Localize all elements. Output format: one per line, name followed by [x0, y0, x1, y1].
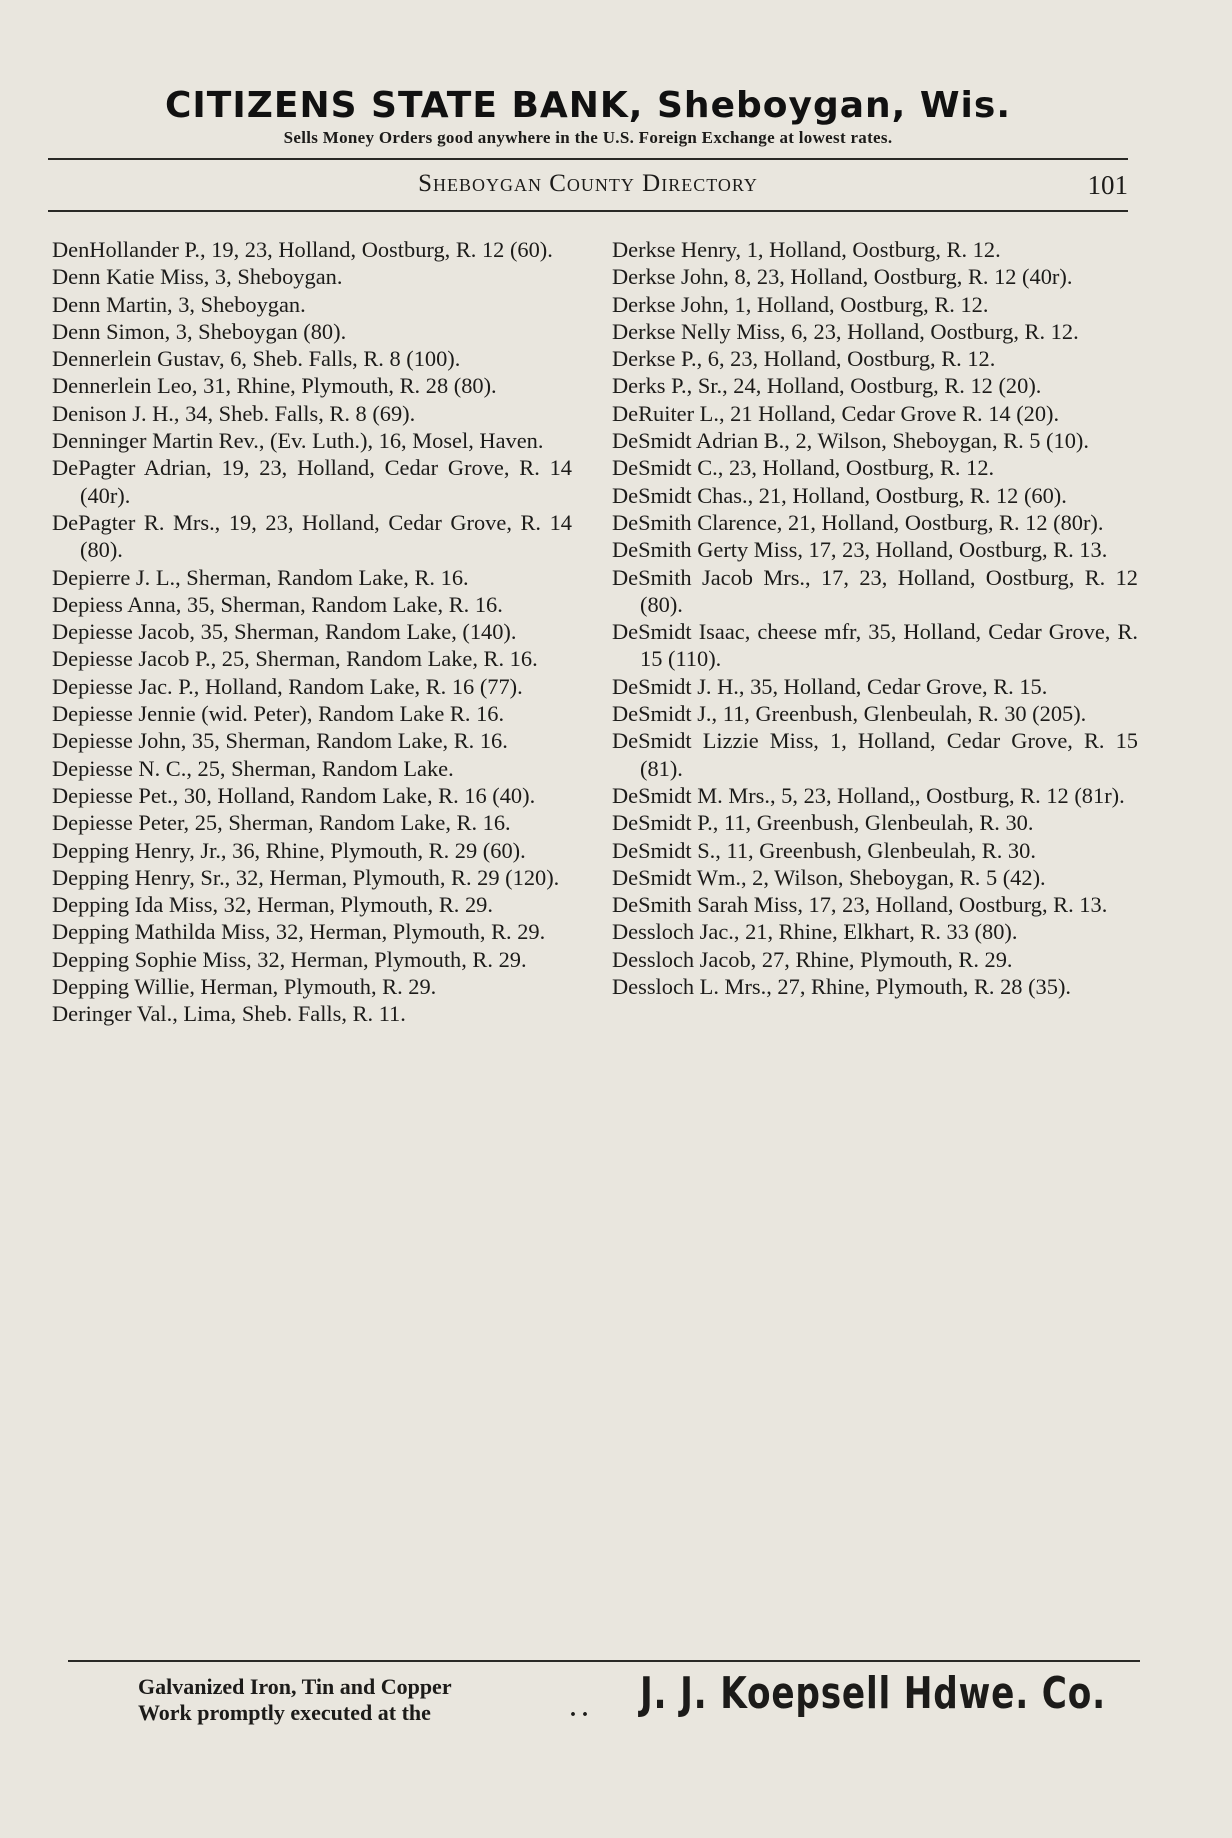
page-number: 101 [1087, 170, 1128, 200]
directory-entry: Depping Willie, Herman, Plymouth, R. 29. [52, 974, 437, 1000]
directory-entry: DeSmidt C., 23, Holland, Oostburg, R. 12. [612, 455, 995, 481]
directory-entry: DeSmidt S., 11, Greenbush, Glenbeulah, R. 30. [612, 837, 1036, 863]
footer-ad-line-2: Work promptly executed at the [138, 1700, 431, 1725]
directory-entry: DeSmidt M. Mrs., 5, 23, Holland,, Oostburg, R. 12 (81r). [612, 782, 1125, 808]
directory-entry: Derkse Nelly Miss, 6, 23, Holland, Oostburg, R. 12. [612, 318, 1079, 344]
directory-entry: Depping Ida Miss, 32, Herman, Plymouth, R. 29. [52, 892, 493, 918]
directory-entry: DeSmidt P., 11, Greenbush, Glenbeulah, R. 30. [612, 810, 1034, 836]
footer-ad-dots: . . [570, 1696, 588, 1722]
directory-entry: Depiesse Jacob P., 25, Sherman, Random Lake, R. 16. [52, 646, 538, 672]
directory-entry: Depiesse Jacob, 35, Sherman, Random Lake, (140). [52, 619, 517, 645]
directory-entry: Denn Katie Miss, 3, Sheboygan. [52, 264, 343, 290]
directory-entry: Dennerlein Gustav, 6, Sheb. Falls, R. 8 (100). [52, 346, 461, 372]
directory-entry: Derkse Henry, 1, Holland, Oostburg, R. 12. [612, 237, 1001, 262]
directory-entry: Denison J. H., 34, Sheb. Falls, R. 8 (69). [52, 400, 416, 426]
directory-entry: DeSmidt J. H., 35, Holland, Cedar Grove, R. 15. [612, 673, 1048, 699]
directory-entry: DeSmidt Lizzie Miss, 1, Holland, Cedar Grove, R. 15 (81). [612, 728, 1138, 781]
directory-entry: Derks P., Sr., 24, Holland, Oostburg, R. 12 (20). [612, 373, 1042, 399]
directory-entry: Dessloch Jacob, 27, Rhine, Plymouth, R. 29. [612, 946, 1013, 972]
directory-entry: Depiesse N. C., 25, Sherman, Random Lake. [52, 755, 454, 781]
footer-advertisement [138, 1668, 1138, 1732]
footer-rule [68, 1660, 1140, 1662]
directory-entry: Derkse John, 1, Holland, Oostburg, R. 12. [612, 291, 989, 317]
directory-entry: Depierre J. L., Sherman, Random Lake, R. 16. [52, 564, 469, 590]
directory-entry: Derkse John, 8, 23, Holland, Oostburg, R. 12 (40r). [612, 264, 1073, 290]
directory-entry: Depiesse Jennie (wid. Peter), Random Lake R. 16. [52, 701, 505, 727]
directory-entry: Depping Henry, Jr., 36, Rhine, Plymouth, R. 29 (60). [52, 837, 526, 863]
directory-entry: DeSmith Clarence, 21, Holland, Oostburg, R. 12 (80r). [612, 509, 1104, 535]
right-column [612, 236, 1138, 1000]
directory-entry: Depiesse Pet., 30, Holland, Random Lake, R. 16 (40). [52, 782, 536, 808]
header-rule [48, 158, 1128, 160]
directory-entry: Denn Martin, 3, Sheboygan. [52, 291, 306, 317]
directory-entry: DeSmith Sarah Miss, 17, 23, Holland, Oostburg, R. 13. [612, 892, 1108, 918]
running-head [48, 170, 1128, 206]
directory-entry: DeRuiter L., 21 Holland, Cedar Grove R. 14 (20). [612, 400, 1060, 426]
footer-ad-company: J. J. Koepsell Hdwe. Co. [640, 1668, 1106, 1719]
directory-entry: DeSmidt Adrian B., 2, Wilson, Sheboygan, R. 5 (10). [612, 428, 1089, 454]
directory-entry: Depiesse Jac. P., Holland, Random Lake, R. 16 (77). [52, 673, 523, 699]
bank-ad-subtitle: Sells Money Orders good anywhere in the U.S. Foreign Exchange at lowest rates. [283, 128, 893, 147]
directory-entry: Depping Sophie Miss, 32, Herman, Plymouth, R. 29. [52, 946, 527, 972]
directory-entry: DePagter R. Mrs., 19, 23, Holland, Cedar Grove, R. 14 (80). [52, 509, 572, 563]
directory-entry: DeSmidt Chas., 21, Holland, Oostburg, R. 12 (60). [612, 482, 1067, 508]
directory-entry: DePagter Adrian, 19, 23, Holland, Cedar Grove, R. 14 (40r). [52, 455, 572, 508]
directory-entry: Depiesse John, 35, Sherman, Random Lake, R. 16. [52, 728, 508, 754]
directory-title: Sheboygan County Directory [418, 170, 758, 197]
header-advertisement [48, 84, 1128, 148]
running-head-rule [48, 210, 1128, 212]
directory-entry: Deringer Val., Lima, Sheb. Falls, R. 11. [52, 1001, 406, 1027]
directory-entry: Depping Mathilda Miss, 32, Herman, Plymouth, R. 29. [52, 919, 546, 945]
directory-entry: DeSmidt Isaac, cheese mfr, 35, Holland, Cedar Grove, R. 15 (110). [612, 619, 1138, 672]
directory-entry: Derkse P., 6, 23, Holland, Oostburg, R. 12. [612, 346, 996, 372]
directory-entry: DeSmith Gerty Miss, 17, 23, Holland, Oostburg, R. 13. [612, 537, 1108, 563]
directory-entry: Dennerlein Leo, 31, Rhine, Plymouth, R. 28 (80). [52, 373, 497, 399]
left-column [52, 236, 572, 1028]
directory-entry: DeSmith Jacob Mrs., 17, 23, Holland, Oostburg, R. 12 (80). [612, 564, 1138, 617]
bank-ad-title: CITIZENS STATE BANK, Sheboygan, Wis. [164, 85, 1012, 126]
directory-entry: Depiess Anna, 35, Sherman, Random Lake, R. 16. [52, 591, 503, 617]
directory-entry: Depiesse Peter, 25, Sherman, Random Lake, R. 16. [52, 810, 511, 836]
footer-ad-line-1: Galvanized Iron, Tin and Copper [138, 1674, 452, 1699]
directory-entry: Denn Simon, 3, Sheboygan (80). [52, 318, 347, 344]
directory-entry: Dessloch Jac., 21, Rhine, Elkhart, R. 33 (80). [612, 919, 1018, 945]
directory-entry: DenHollander P., 19, 23, Holland, Oostburg, R. 12 (60). [52, 237, 553, 262]
footer-ad-text [138, 1674, 452, 1726]
directory-entry: DeSmidt J., 11, Greenbush, Glenbeulah, R. 30 (205). [612, 701, 1087, 727]
directory-entry: Dessloch L. Mrs., 27, Rhine, Plymouth, R. 28 (35). [612, 974, 1071, 1000]
directory-entry: Depping Henry, Sr., 32, Herman, Plymouth, R. 29 (120). [52, 864, 560, 890]
directory-entry: DeSmidt Wm., 2, Wilson, Sheboygan, R. 5 (42). [612, 864, 1046, 890]
directory-entry: Denninger Martin Rev., (Ev. Luth.), 16, Mosel, Haven. [52, 428, 544, 454]
